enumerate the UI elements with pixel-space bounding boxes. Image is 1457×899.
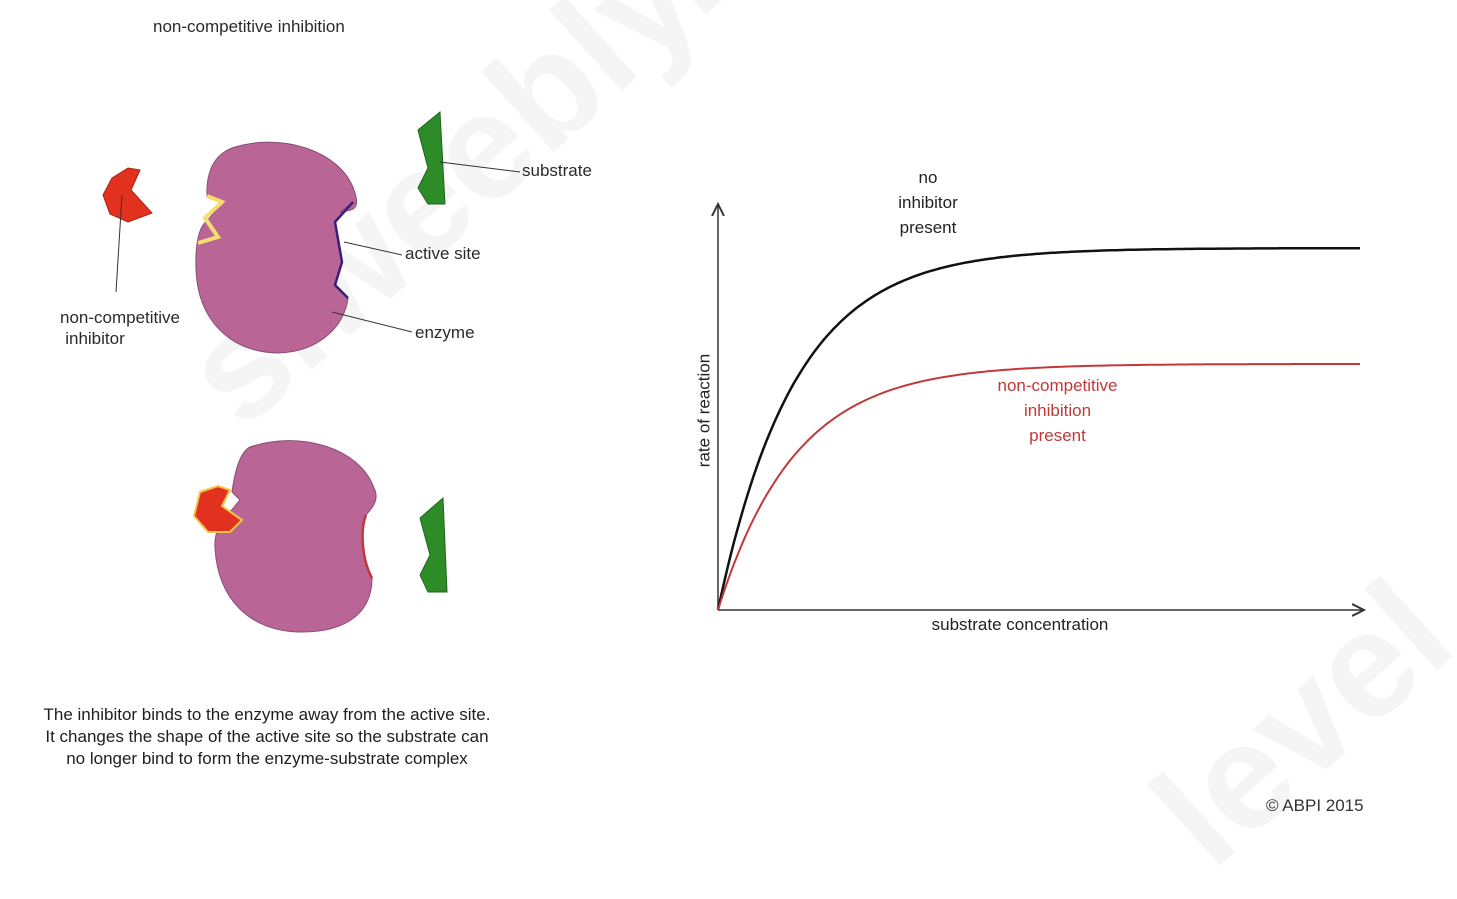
series-label-line: present	[899, 218, 957, 237]
series-label-line: no	[918, 168, 938, 187]
series-label-inhibited	[970, 373, 1145, 448]
inhibitor-label-line: inhibitor	[65, 329, 125, 348]
series-label-line: non-competitive	[997, 376, 1118, 395]
enzyme-label: enzyme	[415, 323, 475, 342]
substrate-label: substrate	[522, 161, 592, 180]
caption-line: It changes the shape of the active site so the substrate can	[45, 727, 489, 746]
caption-line: The inhibitor binds to the enzyme away from the active site.	[43, 705, 491, 724]
series-label-no-inhibitor	[868, 165, 988, 240]
series-label-line: inhibition	[1023, 401, 1092, 420]
y-axis-label: rate of reaction	[694, 353, 714, 468]
series-label-line: inhibitor	[898, 193, 958, 212]
copyright: © ABPI 2015	[1266, 796, 1364, 815]
diagram-title: non-competitive inhibition	[153, 17, 345, 36]
inhibitor-label-line: non-competitive	[59, 308, 180, 327]
caption-line: no longer bind to form the enzyme-substrate complex	[66, 749, 468, 768]
x-axis-label: substrate concentration	[931, 615, 1109, 634]
series-label-line: present	[1029, 426, 1086, 445]
active-site-label: active site	[405, 244, 481, 263]
